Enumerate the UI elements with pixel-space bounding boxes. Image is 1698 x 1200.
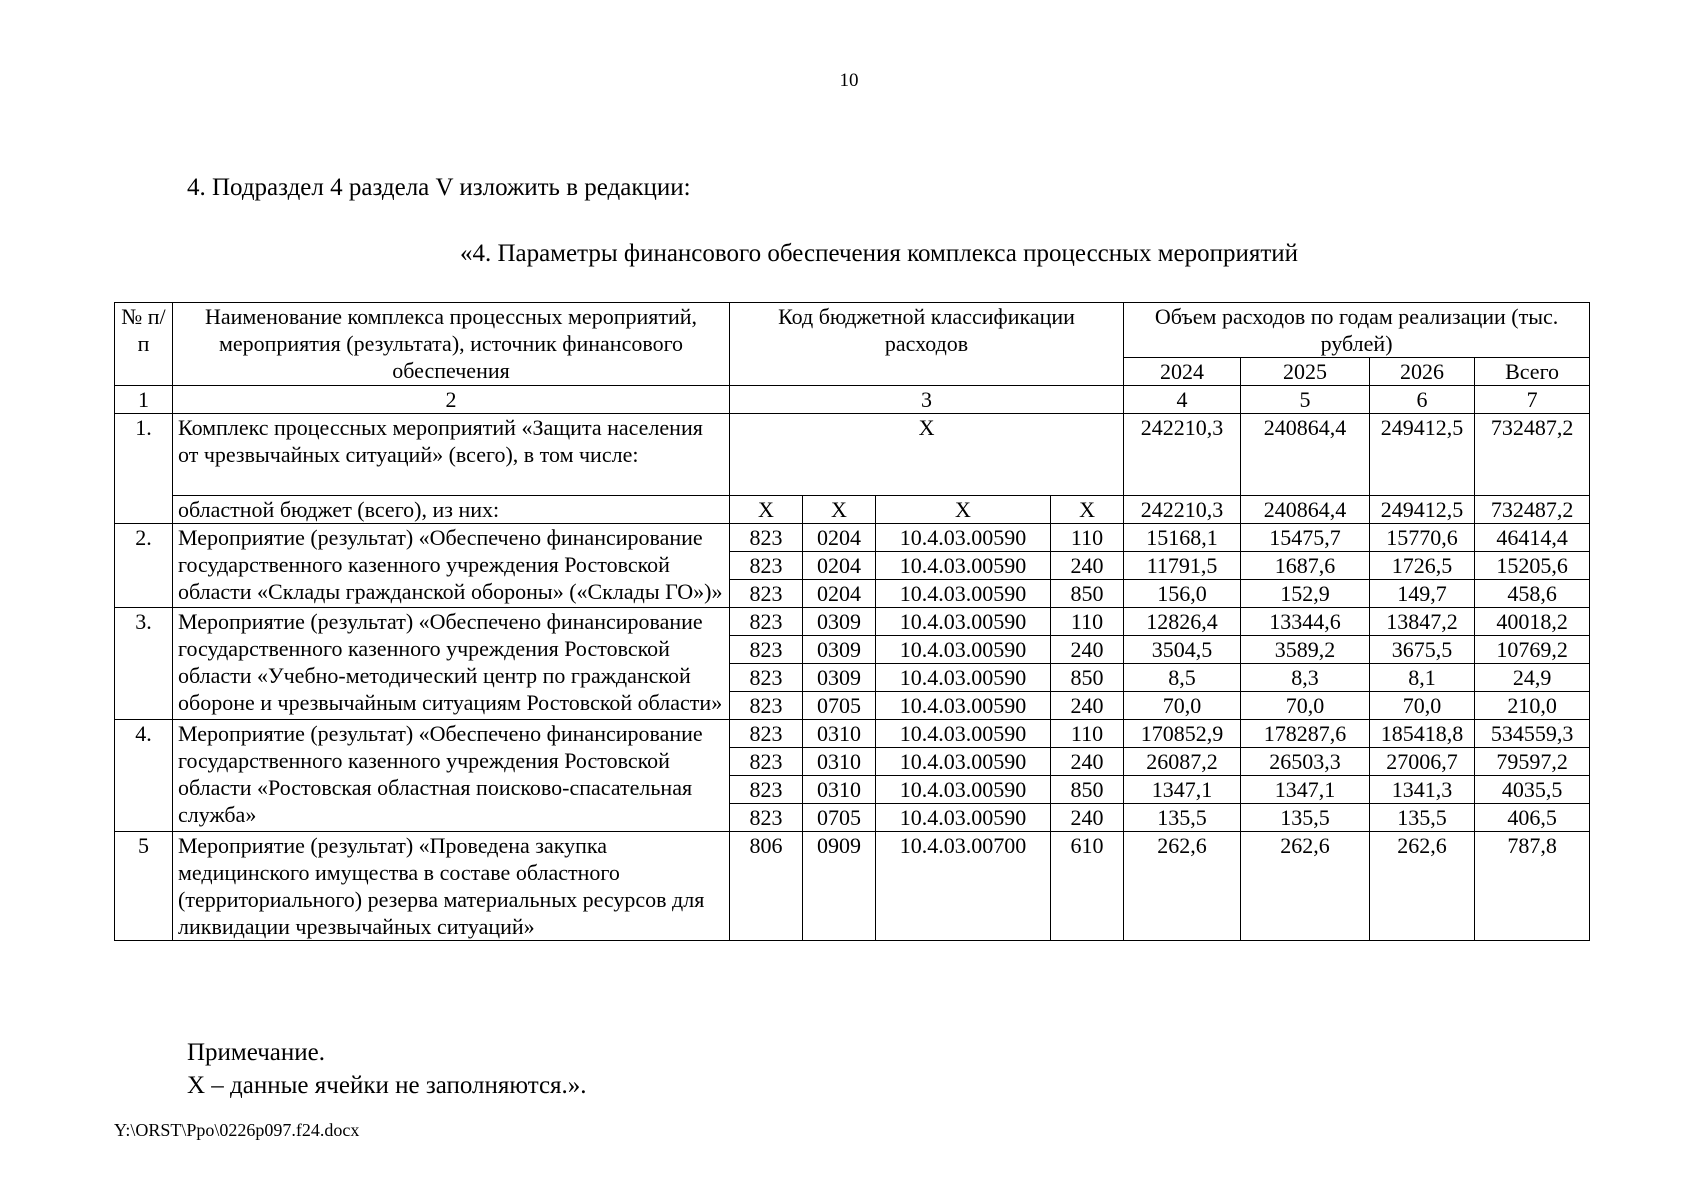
code-target: 10.4.03.00590 [876, 552, 1051, 580]
value-2025: 8,3 [1241, 664, 1370, 692]
colnum-2: 2 [173, 386, 730, 414]
header-volume: Объем расходов по годам реализации (тыс. рублей) [1124, 303, 1590, 358]
code-target: 10.4.03.00590 [876, 636, 1051, 664]
code-target: 10.4.03.00590 [876, 804, 1051, 832]
file-path-footer: Y:\ORST\Ppo\0226p097.f24.docx [114, 1120, 360, 1140]
colnum-4: 4 [1124, 386, 1241, 414]
code-target: 10.4.03.00590 [876, 664, 1051, 692]
value-2026: 262,6 [1370, 832, 1475, 941]
value-2025: 240864,4 [1241, 414, 1370, 496]
value-2024: 262,6 [1124, 832, 1241, 941]
value-2024: 3504,5 [1124, 636, 1241, 664]
code-target: 10.4.03.00590 [876, 748, 1051, 776]
value-total: 10769,2 [1475, 636, 1590, 664]
code-target: 10.4.03.00590 [876, 720, 1051, 748]
measure-row [115, 720, 1590, 748]
value-2026: 15770,6 [1370, 524, 1475, 552]
code-gr: 823 [730, 720, 803, 748]
code-target: 10.4.03.00590 [876, 776, 1051, 804]
colnum-6: 6 [1370, 386, 1475, 414]
code-type: 610 [1051, 832, 1124, 941]
code-section: 0705 [803, 804, 876, 832]
row-number: 1. [115, 414, 173, 524]
code-target: 10.4.03.00700 [876, 832, 1051, 941]
measure-row [115, 832, 1590, 941]
value-total: 732487,2 [1475, 414, 1590, 496]
code-gr: 823 [730, 748, 803, 776]
value-total: 534559,3 [1475, 720, 1590, 748]
code-section: 0204 [803, 552, 876, 580]
value-2025: 26503,3 [1241, 748, 1370, 776]
measure-row [115, 524, 1590, 552]
value-2024: 1347,1 [1124, 776, 1241, 804]
code-type: X [1051, 496, 1124, 524]
value-2024: 12826,4 [1124, 608, 1241, 636]
intro-paragraph: 4. Подраздел 4 раздела V изложить в редакции: [187, 174, 691, 201]
colnum-3: 3 [730, 386, 1124, 414]
row-number: 4. [115, 720, 173, 832]
value-2024: 8,5 [1124, 664, 1241, 692]
page-number: 10 [839, 70, 859, 91]
code-section: 0309 [803, 608, 876, 636]
value-2025: 1687,6 [1241, 552, 1370, 580]
code-gr: 823 [730, 524, 803, 552]
code-gr: 823 [730, 636, 803, 664]
value-2026: 149,7 [1370, 580, 1475, 608]
code-gr: 823 [730, 776, 803, 804]
code-type: 850 [1051, 664, 1124, 692]
value-2026: 1726,5 [1370, 552, 1475, 580]
value-2025: 70,0 [1241, 692, 1370, 720]
table-title: «4. Параметры финансового обеспечения комплекса процессных мероприятий [459, 240, 1299, 267]
code-gr: 823 [730, 804, 803, 832]
value-total: 732487,2 [1475, 496, 1590, 524]
value-total: 210,0 [1475, 692, 1590, 720]
code-target: 10.4.03.00590 [876, 580, 1051, 608]
code-target: 10.4.03.00590 [876, 608, 1051, 636]
code-section: 0909 [803, 832, 876, 941]
value-total: 46414,4 [1475, 524, 1590, 552]
complex-name: Комплекс процессных мероприятий «Защита населения от чрезвычайных ситуаций» (всего), в том числе: [173, 414, 730, 496]
code-section: 0310 [803, 748, 876, 776]
complex-budget-row [115, 496, 1590, 524]
value-2025: 152,9 [1241, 580, 1370, 608]
note-title: Примечание. [187, 1039, 326, 1066]
code-gr: X [730, 496, 803, 524]
header-code: Код бюджетной классификации расходов [730, 303, 1124, 386]
note-text: X – данные ячейки не заполняются.». [187, 1072, 587, 1099]
value-2026: 135,5 [1370, 804, 1475, 832]
measure-name: Мероприятие (результат) «Обеспечено финансирование государственного казенного учреждения Ростовской области «Ростовская областная поисково-спасательная служба» [173, 720, 730, 832]
financing-table [114, 302, 1590, 941]
code-section: 0309 [803, 636, 876, 664]
code-target: X [876, 496, 1051, 524]
code-gr: 806 [730, 832, 803, 941]
code-gr: 823 [730, 692, 803, 720]
value-2025: 15475,7 [1241, 524, 1370, 552]
colnum-1: 1 [115, 386, 173, 414]
code-target: 10.4.03.00590 [876, 692, 1051, 720]
value-2025: 240864,4 [1241, 496, 1370, 524]
value-total: 4035,5 [1475, 776, 1590, 804]
value-total: 458,6 [1475, 580, 1590, 608]
value-2026: 13847,2 [1370, 608, 1475, 636]
header-name: Наименование комплекса процессных мероприятий, мероприятия (результата), источник финансового обеспечения [173, 303, 730, 386]
column-number-row [115, 386, 1590, 414]
header-year-2026: 2026 [1370, 358, 1475, 386]
value-2026: 70,0 [1370, 692, 1475, 720]
value-2024: 242210,3 [1124, 414, 1241, 496]
code-gr: 823 [730, 552, 803, 580]
value-2026: 1341,3 [1370, 776, 1475, 804]
notes-block [187, 1036, 587, 1102]
value-2024: 70,0 [1124, 692, 1241, 720]
value-2026: 185418,8 [1370, 720, 1475, 748]
code-type: 110 [1051, 608, 1124, 636]
value-2026: 249412,5 [1370, 414, 1475, 496]
code-type: 240 [1051, 692, 1124, 720]
code-section: 0204 [803, 580, 876, 608]
value-2026: 249412,5 [1370, 496, 1475, 524]
code-section: X [803, 496, 876, 524]
value-2026: 3675,5 [1370, 636, 1475, 664]
row-number: 2. [115, 524, 173, 608]
code-section: 0309 [803, 664, 876, 692]
value-2025: 1347,1 [1241, 776, 1370, 804]
header-total: Всего [1475, 358, 1590, 386]
header-year-2024: 2024 [1124, 358, 1241, 386]
code-target: 10.4.03.00590 [876, 524, 1051, 552]
value-2024: 15168,1 [1124, 524, 1241, 552]
value-2024: 135,5 [1124, 804, 1241, 832]
row-number: 3. [115, 608, 173, 720]
value-2025: 262,6 [1241, 832, 1370, 941]
code-type: 110 [1051, 720, 1124, 748]
header-num: № п/п [115, 303, 173, 386]
value-2025: 178287,6 [1241, 720, 1370, 748]
code-gr: 823 [730, 664, 803, 692]
value-2024: 242210,3 [1124, 496, 1241, 524]
code-type: 850 [1051, 580, 1124, 608]
code-type: 240 [1051, 804, 1124, 832]
budget-source-name: областной бюджет (всего), из них: [173, 496, 730, 524]
row-number: 5 [115, 832, 173, 941]
value-total: 40018,2 [1475, 608, 1590, 636]
code-section: 0705 [803, 692, 876, 720]
value-2025: 135,5 [1241, 804, 1370, 832]
value-2024: 11791,5 [1124, 552, 1241, 580]
complex-code: X [730, 414, 1124, 496]
value-2026: 8,1 [1370, 664, 1475, 692]
measure-name: Мероприятие (результат) «Обеспечено финансирование государственного казенного учреждения Ростовской области «Склады гражданской обороны» («Склады ГО»)» [173, 524, 730, 608]
code-type: 240 [1051, 748, 1124, 776]
value-total: 15205,6 [1475, 552, 1590, 580]
value-total: 787,8 [1475, 832, 1590, 941]
code-type: 110 [1051, 524, 1124, 552]
code-section: 0310 [803, 776, 876, 804]
code-type: 240 [1051, 636, 1124, 664]
measure-name: Мероприятие (результат) «Проведена закупка медицинского имущества в составе областного (территориального) резерва материальных ресурсов для ликвидации чрезвычайных ситуаций» [173, 832, 730, 941]
code-section: 0310 [803, 720, 876, 748]
code-gr: 823 [730, 580, 803, 608]
value-total: 79597,2 [1475, 748, 1590, 776]
header-year-2025: 2025 [1241, 358, 1370, 386]
value-2024: 156,0 [1124, 580, 1241, 608]
complex-row [115, 414, 1590, 496]
code-gr: 823 [730, 608, 803, 636]
colnum-5: 5 [1241, 386, 1370, 414]
colnum-7: 7 [1475, 386, 1590, 414]
code-type: 240 [1051, 552, 1124, 580]
value-total: 24,9 [1475, 664, 1590, 692]
value-2025: 13344,6 [1241, 608, 1370, 636]
value-2025: 3589,2 [1241, 636, 1370, 664]
code-section: 0204 [803, 524, 876, 552]
measure-name: Мероприятие (результат) «Обеспечено финансирование государственного казенного учреждения Ростовской области «Учебно-методический центр по гражданской обороне и чрезвычайным ситуациям Ростовской области» [173, 608, 730, 720]
value-2024: 26087,2 [1124, 748, 1241, 776]
code-type: 850 [1051, 776, 1124, 804]
value-total: 406,5 [1475, 804, 1590, 832]
measure-row [115, 608, 1590, 636]
value-2026: 27006,7 [1370, 748, 1475, 776]
value-2024: 170852,9 [1124, 720, 1241, 748]
